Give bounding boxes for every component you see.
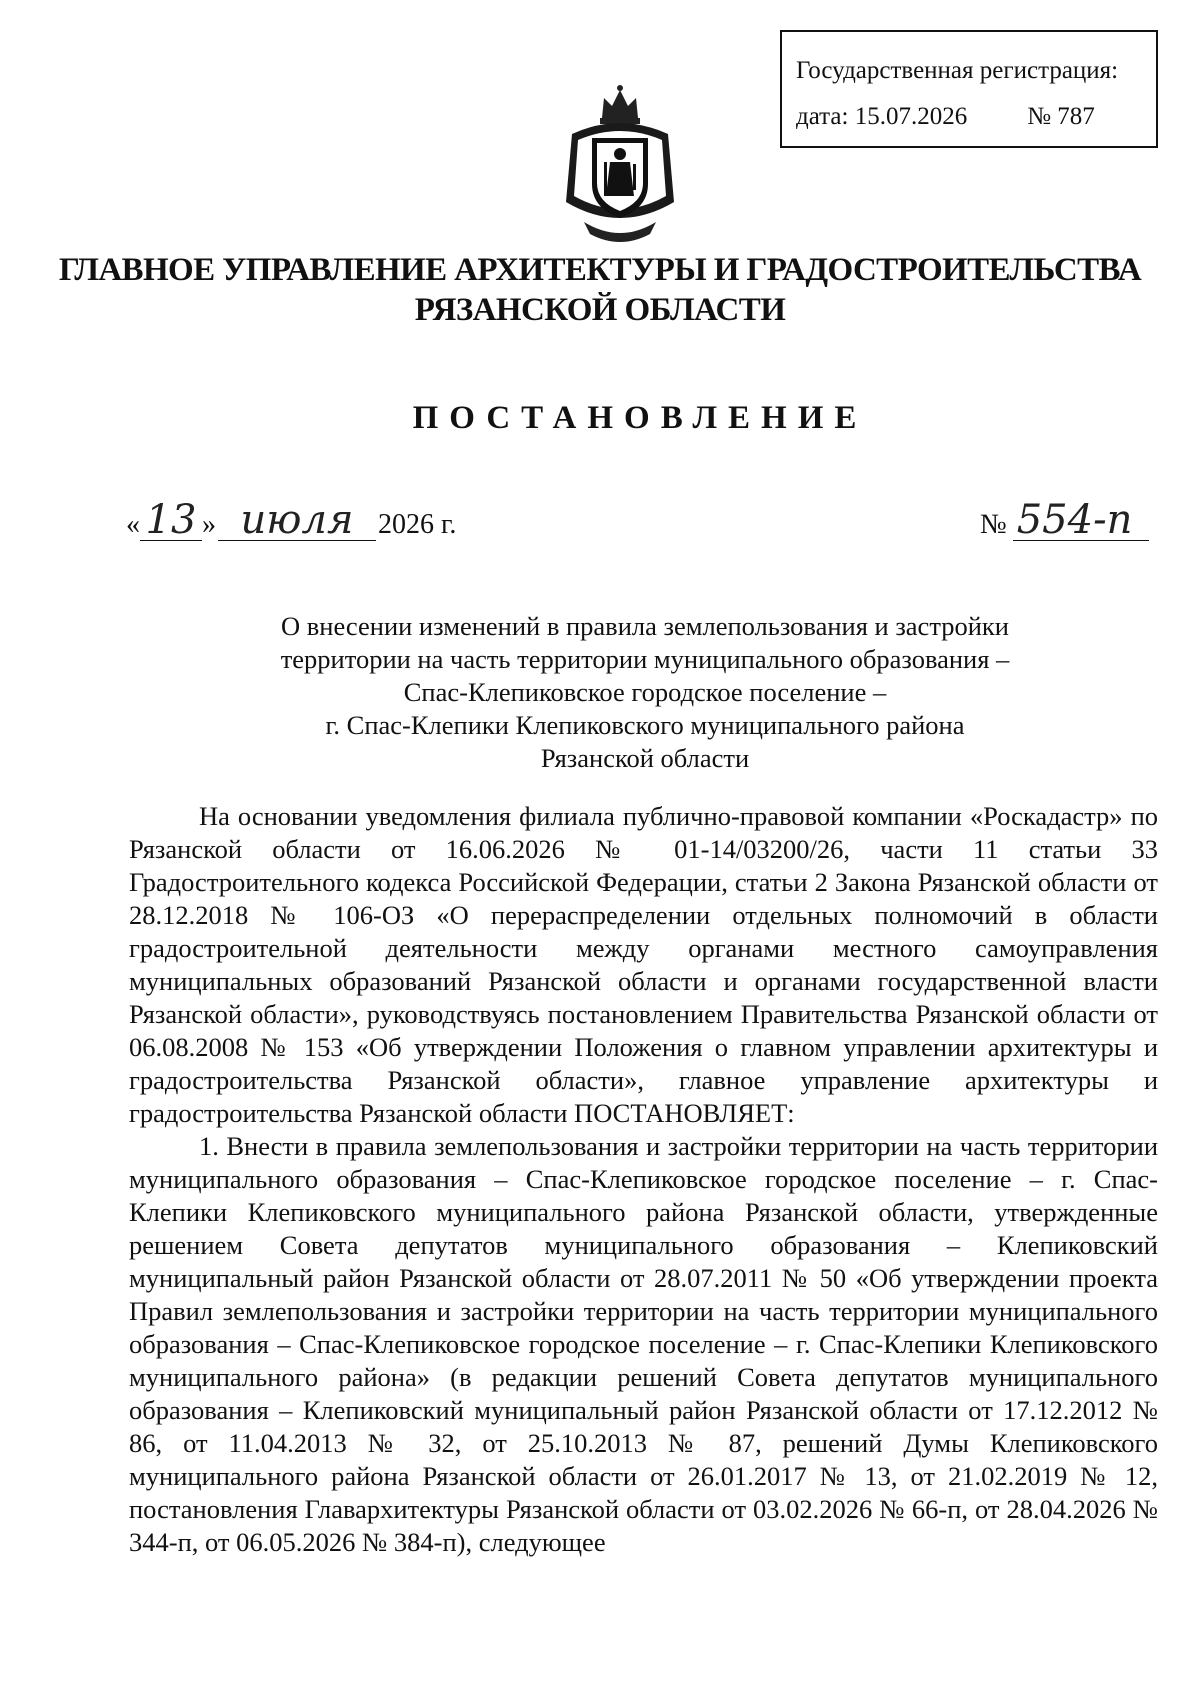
decree-date [126, 497, 457, 543]
subject-line-2: территории на часть территории муниципального образования – [280, 644, 1010, 674]
handwritten-day: 13 [140, 500, 202, 541]
decree-subject [0, 610, 1200, 775]
registration-details [796, 94, 1156, 140]
registration-date: дата: 15.07.2026 [796, 103, 968, 130]
registration-title: Государственная регистрация: [796, 57, 1119, 84]
subject-line-5: Рязанской области [540, 743, 750, 773]
date-close-quote: » [202, 509, 216, 540]
ryazan-coat-of-arms-icon [564, 84, 676, 244]
organization-name-line-2: РЯЗАНСКОЙ ОБЛАСТИ [414, 292, 786, 328]
organization-name-line-1: ГЛАВНОЕ УПРАВЛЕНИЕ АРХИТЕКТУРЫ И ГРАДОСТРОИТЕЛЬСТВА [58, 252, 1142, 288]
document-type-title: ПОСТАНОВЛЕНИЕ [412, 400, 868, 436]
decree-number [980, 497, 1149, 543]
body-paragraph-preamble: На основании уведомления филиала публично-правовой компании «Роскадастр» по Рязанской области от 16.06.2026 № 01-14/03200/26, части 11 статьи 33 Градостроительного кодекса Российской Федерации, статьи 2 Закона Рязанской области от 28.12.2018 № 106-ОЗ «О перераспределении отдельных полномочий в области градостроительной деятельности между органами местного самоуправления муниципальных образований Рязанской области и органами государственной власти Рязанской области», руководствуясь постановлением Правительства Рязанской области от 06.08.2008 № 153 «Об утверждении Положения о главном управлении архитектуры и градостроительства Рязанской области», главное управление архитектуры и градостроительства Рязанской области ПОСТАНОВЛЯЕТ: [129, 801, 1158, 1128]
body-paragraph-item-1: 1. Внести в правила землепользования и застройки территории на часть территории муниципального образования – Спас-Клепиковское городское поселение – г. Спас-Клепики Клепиковского муниципального района Рязанской области, утвержденные решением Совета депутатов муниципального образования – Клепиковский муниципальный район Рязанской области от 28.07.2011 № 50 «Об утверждении проекта Правил землепользования и застройки территории на часть территории муниципального образования – Спас-Клепиковское городское поселение – г. Спас-Клепики Клепиковского муниципального района» (в редакции решений Совета депутатов муниципального образования – Клепиковский муниципальный район Рязанской области от 17.12.2012 № 86, от 11.04.2013 № 32, от 25.10.2013 № 87, решений Думы Клепиковского муниципального района Рязанской области от 26.01.2017 № 13, от 21.02.2019 № 12, постановления Главархитектуры Рязанской области от 03.02.2026 № 66-п, от 28.04.2026 № 344-п, от 06.05.2026 № 384-п), следующее [129, 1131, 1158, 1557]
number-prefix: № [980, 509, 1007, 540]
subject-line-3: Спас-Клепиковское городское поселение – [403, 677, 887, 707]
decree-body [129, 800, 1158, 1559]
organization-name [0, 250, 1200, 330]
registration-number: № 787 [1027, 103, 1095, 130]
registration-stamp [780, 30, 1158, 148]
subject-line-4: г. Спас-Клепики Клепиковского муниципального района [325, 710, 965, 740]
subject-line-1: О внесении изменений в правила землепользования и застройки [281, 611, 1009, 641]
date-year: 2026 г. [378, 509, 457, 540]
handwritten-month: июля [218, 500, 376, 541]
date-open-quote: « [126, 509, 140, 540]
handwritten-number: 554-п [1013, 500, 1149, 541]
